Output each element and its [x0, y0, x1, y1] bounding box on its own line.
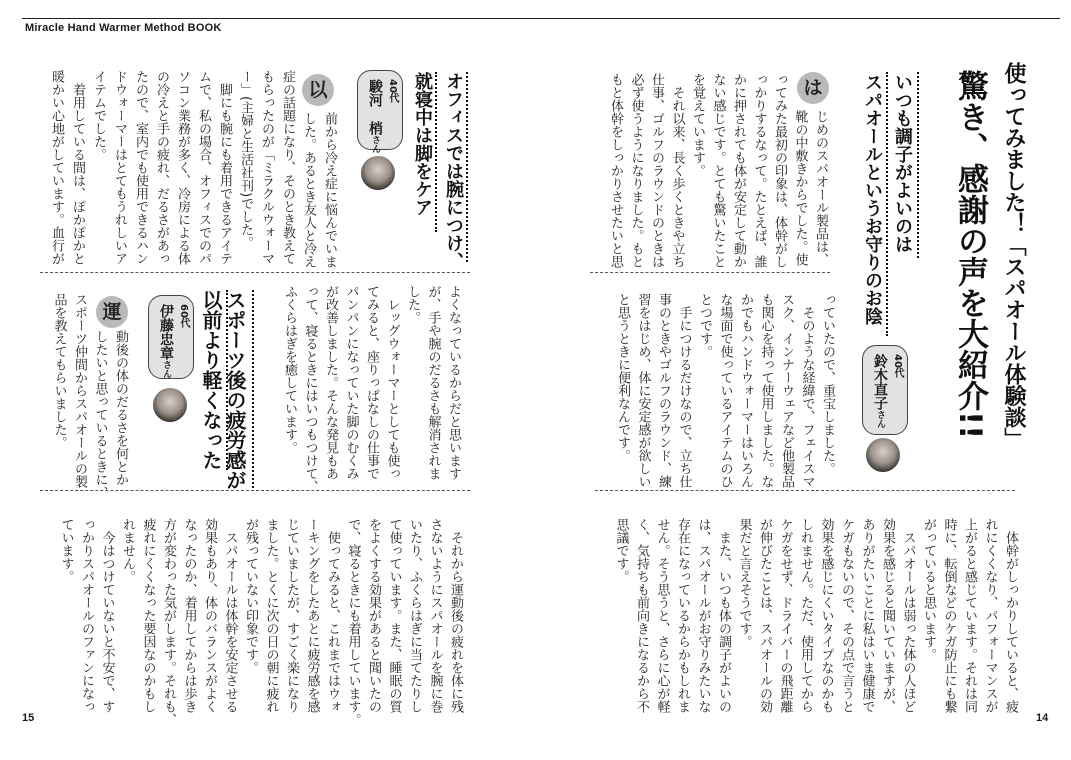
section-heading-line1: オフィスでは腕につけ、	[443, 72, 464, 270]
text-column: ています。	[58, 518, 74, 583]
dropcap: 運	[96, 296, 128, 328]
text-column: 効果を感じにくいタイプなのかも	[818, 518, 834, 713]
text-column: れません。	[120, 518, 135, 583]
text-column: て使っています。また、睡眠の質	[386, 518, 402, 713]
text-column: した。あるとき友人と冷え	[301, 112, 316, 268]
text-column: って、寝るときにはいつもつけて、	[302, 285, 318, 493]
profile-photo	[361, 156, 395, 190]
text-column: 必ず使うようになりました。もと	[628, 73, 644, 268]
text-column: かに押されても体が安定して動か	[731, 73, 746, 268]
dotted-divider	[40, 490, 470, 491]
page-title-line2: 驚き、感謝の声を大紹介!!	[952, 70, 988, 440]
text-column: な場面で使っているアイテムのひ	[717, 293, 733, 488]
text-column: っていたので、重宝しました。	[820, 293, 835, 475]
text-column: 手につけるだけなので、立ち仕	[676, 293, 692, 488]
section-heading-line1: スポーツ後の疲労感が	[223, 290, 247, 490]
text-column: 事のときやゴルフのラウンド、練	[656, 293, 671, 488]
text-column: れにくくなり、パフォーマンスが	[982, 518, 998, 713]
dropcap: は	[797, 72, 829, 104]
text-column: せん。そう思うと、さらに心が軽	[654, 518, 670, 713]
text-column: をよくする効果があると聞いたの	[366, 518, 381, 713]
profile-badge	[357, 70, 403, 153]
dotted-rule	[886, 72, 888, 336]
body-text-block	[55, 518, 465, 726]
text-column: ってみた最初の印象は、体幹がし	[772, 73, 787, 268]
text-column: 脚にも腕にも着用できるアイテ	[217, 70, 232, 265]
text-column: く、気持ちも前向きになるから不	[634, 518, 649, 713]
dotted-rule	[435, 72, 437, 232]
text-column: ふくらはぎを癒しています。	[282, 285, 297, 454]
text-column: スポーツ仲間からスパオールの製	[72, 293, 87, 488]
text-column: が、手や腕のだるさも解消されま	[425, 285, 441, 480]
body-text-block	[48, 293, 130, 499]
text-column: スパオールは体幹を安定させる	[222, 518, 238, 713]
text-column: とつです。	[697, 293, 712, 358]
text-column: が残っていない印象です。	[243, 518, 258, 674]
text-column: したいと思っているときに、	[92, 330, 108, 499]
text-column: 靴の中敷きからでした。使	[792, 110, 808, 266]
profile-badge	[862, 345, 908, 435]
text-column: がっていると思います。	[921, 518, 936, 661]
dotted-divider	[40, 272, 470, 273]
profile-age: 40代	[892, 354, 903, 378]
text-column: 方が変わった気がします。それも、	[161, 518, 176, 726]
section-heading-line2: 就寝中は脚をケア	[412, 72, 433, 216]
text-column: 上がると感じています。それは同	[962, 518, 977, 713]
subheading-line2: スパオールというお守りのお陰	[862, 73, 883, 325]
page-number-left: 15	[22, 712, 35, 724]
profile-age: 40代	[387, 79, 398, 103]
profile-name-wrap	[871, 354, 889, 428]
profile-name-wrap	[157, 304, 175, 378]
dotted-divider	[595, 490, 1015, 491]
text-column: っかりスパオールのファンになっ	[79, 518, 94, 713]
profile-name: 鈴木直子	[872, 354, 888, 410]
text-column: した。	[405, 285, 420, 324]
profile-name: 伊藤忠章	[158, 304, 174, 360]
profile-honorific: さん	[161, 360, 171, 378]
text-column: 効果を感じると聞いていますが、	[880, 518, 895, 713]
subheading-line1: いつも調子がよいのは	[892, 73, 913, 253]
dotted-divider	[590, 272, 830, 273]
text-column: てみると、座りっぱなしの仕事で	[364, 285, 379, 480]
text-column: 動後の体のだるさを何とか	[113, 330, 128, 486]
text-column: 着用している間は、ぽかぽかと	[70, 70, 85, 265]
profile-badge	[148, 295, 194, 379]
text-column: ケガもないので、その点で言うと	[839, 518, 854, 713]
text-column: 暖かい心地がしています。血行が	[49, 70, 64, 265]
dotted-rule	[252, 290, 254, 488]
text-column: しれません。ただ、使用してから	[798, 518, 813, 713]
body-text-block	[610, 518, 1020, 713]
text-column: と思うときに便利なんです。	[615, 293, 630, 462]
text-column: いたり、ふくらはぎに当てたりし	[407, 518, 422, 713]
text-column: 果だと言えそうです。	[736, 518, 752, 648]
book-header-title: Miracle Hand Warmer Method BOOK	[25, 22, 222, 34]
text-column: それから運動後の疲れを体に残	[448, 518, 463, 713]
text-column: たので、室内でも使用できるハン	[133, 70, 148, 265]
text-column: また、いつも体の調子がよいの	[716, 518, 731, 713]
text-column: もらったのが「ミラクルウォーマ	[259, 70, 274, 265]
text-column: そのような経緯で、フェイスマ	[799, 293, 815, 488]
dotted-rule	[466, 72, 468, 262]
page-title-line1: 使ってみました！「スパオール体験談」	[1001, 62, 1026, 449]
text-column: の冷えと手の疲れ、だるさがあっ	[154, 70, 169, 265]
header-rule	[22, 18, 1060, 19]
body-text-block	[605, 73, 831, 268]
dotted-rule	[917, 72, 919, 258]
text-column: スク、インナーウェアなど他製品	[779, 293, 794, 488]
profile-photo	[866, 438, 900, 472]
text-column: なったのか、着用してからは歩き	[181, 518, 197, 713]
profile-photo	[153, 388, 187, 422]
dotted-rule	[226, 290, 228, 470]
text-column: ソコン業務が多く、冷房による体	[175, 70, 190, 265]
text-column: で、寝るときにも着用しています。	[345, 518, 361, 726]
text-column: 仕事、ゴルフのラウンドのときは	[649, 73, 664, 268]
text-column: 体幹がしっかりしていると、疲	[1003, 518, 1018, 713]
text-column: 品を教えてもらいました。	[51, 293, 67, 449]
body-text-block	[46, 70, 340, 268]
text-column: 思議です。	[613, 518, 629, 583]
text-column: 時に、転倒などのケガ防止にも繋	[941, 518, 957, 713]
body-text-block	[279, 285, 464, 493]
text-column: は、スパオールがお守りみたいな	[695, 518, 711, 713]
text-column: さないようにスパオールを腕に巻	[427, 518, 443, 713]
text-column: 使ってみると、これまではウォ	[325, 518, 340, 713]
text-column: 今はつけていないと不安で、す	[99, 518, 115, 713]
text-column: ました。とくに次の日の朝に疲れ	[263, 518, 279, 713]
text-column: 効果もあり、体のバランスがよく	[202, 518, 217, 713]
text-column: っかりするなって。たとえば、誰	[751, 73, 767, 268]
text-column: が改善しました。そんな発見もあ	[323, 285, 338, 480]
text-column: も関心を持って使用しました。な	[758, 293, 774, 488]
profile-name-wrap	[366, 79, 384, 153]
profile-name: 駿河 梢	[367, 79, 383, 135]
text-column: イテムでした。	[91, 70, 106, 161]
text-column: が伸びたことは、スパオールの効	[757, 518, 772, 713]
text-column: かでもハンドウォーマーはいろん	[738, 293, 753, 488]
profile-honorific: さん	[875, 410, 885, 428]
section-heading-line2: 以前より軽くなった	[199, 290, 223, 470]
text-column: レッグウォーマーとしても使っ	[384, 285, 400, 480]
text-column: 習をはじめ、体に安定感が欲しい	[635, 293, 651, 488]
page-number-right: 14	[1036, 712, 1049, 724]
text-column: ーキングをしたあとに疲労感を感	[304, 518, 320, 713]
text-column: ない感じです。とても驚いたこと	[710, 73, 726, 268]
text-column: ケガをせず、ドライバーの飛距離	[777, 518, 793, 713]
text-column: じめのスパオール製品は、	[813, 110, 828, 266]
text-column: パンパンになっていた脚のむくみ	[343, 285, 359, 480]
text-column: 症の話題になり、そのとき教えて	[280, 70, 295, 265]
text-column: もと体幹をしっかりさせたいと思	[608, 73, 623, 268]
text-column: スパオールは弱った体の人ほど	[900, 518, 916, 713]
text-column: よくなっているからだと思います	[446, 285, 461, 480]
dropcap: 以	[302, 74, 334, 106]
text-column: じていましたが、すごく楽になり	[284, 518, 299, 713]
text-column: ドウォーマーはとてもうれしいア	[112, 70, 127, 265]
text-column: ー」(主婦と生活社刊)でした。	[238, 70, 253, 250]
text-column: それ以来、長く歩くときや立ち	[669, 73, 685, 268]
text-column: を覚えています。	[690, 73, 705, 177]
text-column: ムで、私の場合、オフィスでのパ	[196, 70, 211, 265]
profile-age: 60代	[178, 304, 189, 328]
text-column: 疲れにくくなった要因なのかもし	[140, 518, 156, 713]
body-text-block	[612, 293, 838, 488]
text-column: 前から冷え症に悩んでいま	[322, 112, 337, 268]
profile-honorific: さん	[370, 135, 380, 153]
text-column: ありがたいことに私はいま健康で	[859, 518, 875, 713]
text-column: 存在になっているからかもしれま	[675, 518, 690, 713]
